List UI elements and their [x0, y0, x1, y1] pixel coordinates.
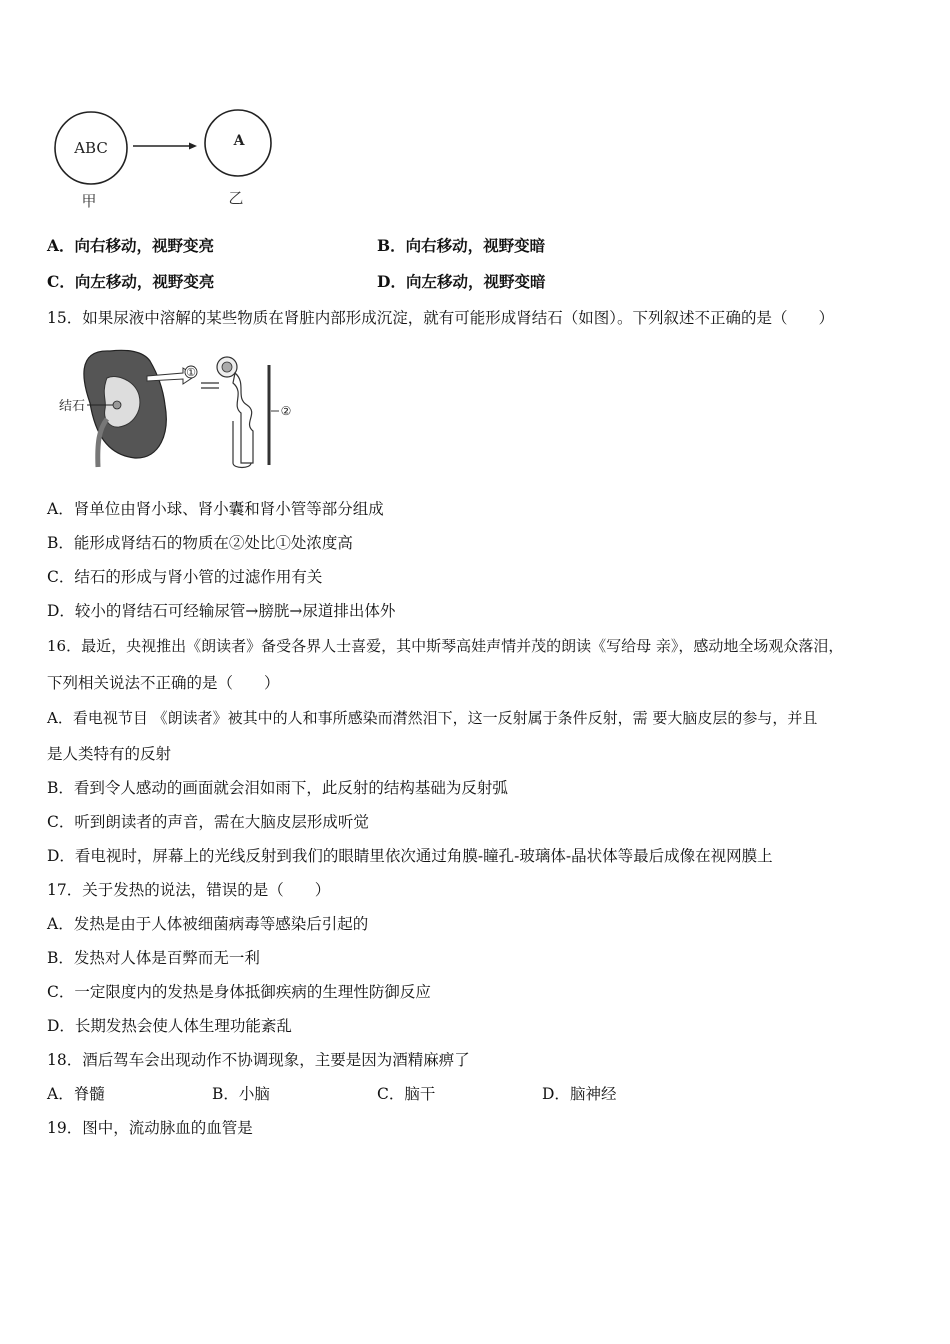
marker-2: ② — [280, 404, 292, 418]
q17-option-c: C．一定限度内的发热是身体抵御疾病的生理性防御反应 — [47, 983, 431, 1001]
q16-option-c: C．听到朗读者的声音，需在大脑皮层形成听觉 — [47, 813, 369, 831]
q16-option-b: B．看到令人感动的画面就会泪如雨下，此反射的结构基础为反射弧 — [47, 779, 508, 797]
q15-option-b: B．能形成肾结石的物质在②处比①处浓度高 — [47, 534, 353, 552]
q19-stem: 19．图中，流动脉血的血管是 — [47, 1119, 253, 1137]
q16-stem-line1: 16．最近，央视推出《朗读者》备受各界人士喜爱，其中斯琴高娃声情并茂的朗读《写给母 亲》，感动地全场观众落泪， — [47, 637, 844, 655]
q17-option-a: A．发热是由于人体被细菌病毒等感染后引起的 — [47, 915, 369, 933]
q16-stem-line2: 下列相关说法不正确的是（ ） — [47, 674, 280, 692]
marker-1: ① — [186, 366, 196, 379]
q18-option-c: C．脑干 — [377, 1085, 436, 1103]
caption-jia: 甲 — [81, 192, 97, 210]
q14-option-c: C．向左移动，视野变亮 — [47, 272, 215, 291]
q15-option-d: D．较小的肾结石可经输尿管→膀胱→尿道排出体外 — [47, 602, 396, 620]
microscope-view-figure — [48, 105, 278, 215]
glomerulus-inner — [222, 362, 232, 372]
caption-yi: 乙 — [228, 189, 244, 207]
view-jia-text: ABC — [74, 139, 108, 157]
q18-stem: 18．酒后驾车会出现动作不协调现象，主要是因为酒精麻痹了 — [47, 1051, 470, 1069]
q16-option-a-line1: A．看电视节目 《朗读者》被其中的人和事所感染而潸然泪下，这一反射属于条件反射，需 要大脑皮层的参与，并且 — [47, 709, 818, 727]
q17-option-b: B．发热对人体是百弊而无一利 — [47, 949, 260, 967]
q15-option-c: C．结石的形成与肾小管的过滤作用有关 — [47, 568, 323, 586]
arrow-head — [189, 143, 197, 150]
q15-option-a: A．肾单位由肾小球、肾小囊和肾小管等部分组成 — [47, 500, 384, 518]
kidney-nephron-figure — [55, 343, 305, 471]
q14-option-d: D．向左移动，视野变暗 — [377, 272, 546, 291]
q18-option-b: B．小脑 — [212, 1085, 270, 1103]
q14-option-b: B．向右移动，视野变暗 — [377, 236, 546, 255]
q16-option-d: D．看电视时，屏幕上的光线反射到我们的眼睛里依次通过角膜-瞳孔-玻璃体-晶状体等最后成像在视网膜上 — [47, 847, 773, 865]
view-yi-text: A — [233, 133, 245, 149]
loop — [233, 421, 251, 468]
stone-mark — [113, 401, 121, 409]
q17-stem: 17．关于发热的说法，错误的是（ ） — [47, 881, 331, 899]
q14-option-a: A．向右移动，视野变亮 — [47, 236, 215, 255]
q18-option-a: A．脊髓 — [47, 1085, 105, 1103]
q18-option-d: D．脑神经 — [542, 1085, 617, 1103]
q15-stem: 15．如果尿液中溶解的某些物质在肾脏内部形成沉淀，就有可能形成肾结石（如图）。下列叙述不正确的是（ ） — [47, 309, 834, 327]
q17-option-d: D．长期发热会使人体生理功能紊乱 — [47, 1017, 292, 1035]
label-stone: 结石 — [59, 399, 86, 414]
q16-option-a-line2: 是人类特有的反射 — [47, 745, 172, 763]
tubule — [233, 373, 253, 463]
